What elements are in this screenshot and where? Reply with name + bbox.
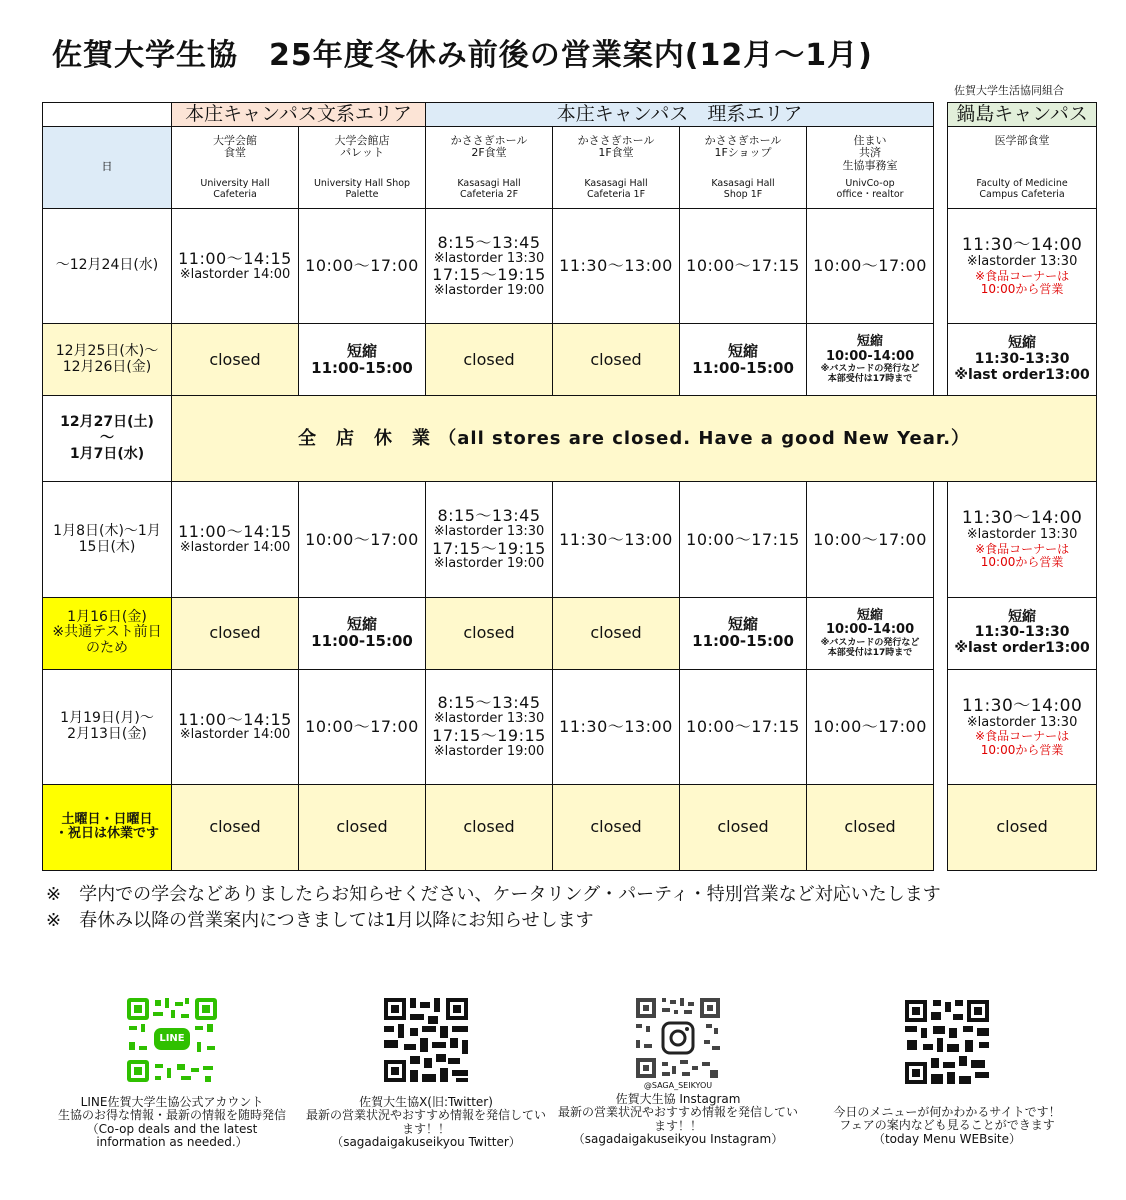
store-header-coop-office: 住まい 共済 生協事務室 UnivCo-op office・realtor — [807, 127, 934, 209]
hours-cell: 10:00～17:00 — [299, 482, 426, 597]
line-qr-caption: LINE佐賀大学生協公式アカウント 生協のお得な情報・最新の情報を随時発信 （Co-op deals and the latest information as needed.） — [57, 1095, 286, 1150]
schedule-row — [43, 597, 1097, 669]
day-cell: ～12月24日(水) — [43, 209, 172, 324]
hours-cell: 10:00～17:15 — [680, 669, 807, 784]
group-bunkei: 本庄キャンパス文系エリア — [172, 103, 426, 127]
menu-qr-code-icon[interactable] — [903, 998, 991, 1086]
schedule-row — [43, 669, 1097, 784]
organization-name: 佐賀大学生活協同組合 — [954, 84, 1064, 97]
schedule-row — [43, 482, 1097, 597]
store-header-medical-cafeteria: 医学部食堂 Faculty of Medicine Campus Cafeteria — [948, 127, 1097, 209]
store-header-kasasagi-1f-shop: かささぎホール 1Fショップ Kasasagi Hall Shop 1F — [680, 127, 807, 209]
note-line: ※ 春休み以降の営業案内につきましては1月以降にお知らせします — [46, 910, 594, 931]
store-header-row — [43, 127, 1097, 209]
hours-cell: 10:00～17:00 — [807, 482, 934, 597]
schedule-row — [43, 209, 1097, 324]
shortened-hours-cell: 短縮 10:00-14:00 ※バスカードの発行など 本部受付は17時まで — [807, 597, 934, 669]
group-nabeshima: 鍋島キャンパス — [948, 103, 1097, 127]
hours-cell: 8:15～13:45 ※lastorder 13:30 17:15～19:15 ※lastorder 19:00 — [426, 482, 553, 597]
closed-cell: closed — [807, 784, 934, 870]
instagram-handle: @SAGA_SEIKYOU — [643, 1081, 713, 1090]
hours-cell: 11:30～13:00 — [553, 669, 680, 784]
closed-cell: closed — [426, 784, 553, 870]
x-qr-block[interactable] — [302, 996, 550, 1150]
day-cell: 12月27日(土) ～ 1月7日(水) — [43, 396, 172, 482]
schedule-row — [43, 324, 1097, 396]
x-qr-code-icon[interactable] — [382, 996, 470, 1084]
hours-cell: 10:00～17:00 — [807, 209, 934, 324]
shortened-hours-cell: 短縮 11:00-15:00 — [680, 597, 807, 669]
line-logo-text: LINE — [159, 1033, 185, 1044]
menu-qr-caption: 今日のメニューが何かわかるサイトです！ フェアの案内なども見ることができます （today Menu WEBsite） — [833, 1105, 1061, 1146]
closed-cell: closed — [426, 324, 553, 396]
day-cell: 1月19日(月)～ 2月13日(金) — [43, 669, 172, 784]
schedule-row — [43, 784, 1097, 870]
shortened-hours-cell: 短縮 10:00-14:00 ※バスカードの発行など 本部受付は17時まで — [807, 324, 934, 396]
all-stores-closed-banner: 全 店 休 業 （all stores are closed. Have a good New Year.） — [172, 396, 1097, 482]
menu-qr-block[interactable] — [822, 998, 1072, 1146]
blank-corner-cell — [43, 103, 172, 127]
hours-cell: 11:30～13:00 — [553, 482, 680, 597]
closed-cell: closed — [553, 597, 680, 669]
day-cell: 1月16日(金) ※共通テスト前日 のため — [43, 597, 172, 669]
hours-cell: 8:15～13:45 ※lastorder 13:30 17:15～19:15 ※lastorder 19:00 — [426, 209, 553, 324]
instagram-qr-code-icon[interactable] — [634, 996, 722, 1080]
day-cell: 12月25日(木)～ 12月26日(金) — [43, 324, 172, 396]
hours-cell: 11:30～14:00 ※lastorder 13:30 ※食品コーナーは 10:00から営業 — [948, 482, 1097, 597]
hours-cell: 11:00～14:15 ※lastorder 14:00 — [172, 482, 299, 597]
closed-cell: closed — [172, 597, 299, 669]
hours-cell: 11:30～13:00 — [553, 209, 680, 324]
hours-cell: 11:30～14:00 ※lastorder 13:30 ※食品コーナーは 10:00から営業 — [948, 669, 1097, 784]
line-qr-block[interactable] — [52, 996, 292, 1150]
closed-cell: closed — [426, 597, 553, 669]
store-header-kasasagi-2f-cafeteria: かささぎホール 2F食堂 Kasasagi Hall Cafeteria 2F — [426, 127, 553, 209]
closed-cell: closed — [299, 784, 426, 870]
hours-cell: 8:15～13:45 ※lastorder 13:30 17:15～19:15 ※lastorder 19:00 — [426, 669, 553, 784]
closed-cell: closed — [553, 324, 680, 396]
group-header-row — [43, 103, 1097, 127]
closed-cell: closed — [553, 784, 680, 870]
page-title: 佐賀大学生協 25年度冬休み前後の営業案内(12月～1月) — [52, 38, 873, 73]
schedule-table — [42, 102, 1097, 871]
closed-cell: closed — [948, 784, 1097, 870]
hours-cell: 10:00～17:15 — [680, 482, 807, 597]
day-header: 日 — [43, 127, 172, 209]
instagram-qr-block[interactable] — [556, 996, 800, 1147]
store-header-kasasagi-1f-cafeteria: かささぎホール 1F食堂 Kasasagi Hall Cafeteria 1F — [553, 127, 680, 209]
day-cell: 1月8日(木)～1月 15日(木) — [43, 482, 172, 597]
x-qr-caption: 佐賀大生協X(旧:Twitter) 最新の営業状況やおすすめ情報を発信してい ます！！ （sagadaigakuseikyou Twitter） — [305, 1095, 547, 1150]
store-header-university-hall-cafeteria: 大学会館 食堂 University Hall Cafeteria — [172, 127, 299, 209]
hours-cell: 10:00～17:00 — [807, 669, 934, 784]
schedule-row — [43, 396, 1097, 482]
hours-cell: 10:00～17:00 — [299, 669, 426, 784]
day-cell: 土曜日・日曜日 ・祝日は休業です — [43, 784, 172, 870]
store-header-palette: 大学会館店 パレット University Hall Shop Palette — [299, 127, 426, 209]
group-rikei: 本庄キャンパス 理系エリア — [426, 103, 934, 127]
note-line: ※ 学内での学会などありましたらお知らせください、ケータリング・パーティ・特別営業など対応いたします — [46, 884, 941, 905]
shortened-hours-cell: 短縮 11:00-15:00 — [299, 324, 426, 396]
shortened-hours-cell: 短縮 11:30-13:30 ※last order13:00 — [948, 597, 1097, 669]
shortened-hours-cell: 短縮 11:00-15:00 — [299, 597, 426, 669]
shortened-hours-cell: 短縮 11:30-13:30 ※last order13:00 — [948, 324, 1097, 396]
hours-cell: 10:00～17:00 — [299, 209, 426, 324]
hours-cell: 11:00～14:15 ※lastorder 14:00 — [172, 209, 299, 324]
closed-cell: closed — [680, 784, 807, 870]
hours-cell: 11:00～14:15 ※lastorder 14:00 — [172, 669, 299, 784]
hours-cell: 10:00～17:15 — [680, 209, 807, 324]
closed-cell: closed — [172, 784, 299, 870]
hours-cell: 11:30～14:00 ※lastorder 13:30 ※食品コーナーは 10:00から営業 — [948, 209, 1097, 324]
instagram-qr-caption: 佐賀大生協 Instagram 最新の営業状況やおすすめ情報を発信してい ます！！ （sagadaigakuseikyou Instagram） — [557, 1091, 799, 1147]
shortened-hours-cell: 短縮 11:00-15:00 — [680, 324, 807, 396]
closed-cell: closed — [172, 324, 299, 396]
